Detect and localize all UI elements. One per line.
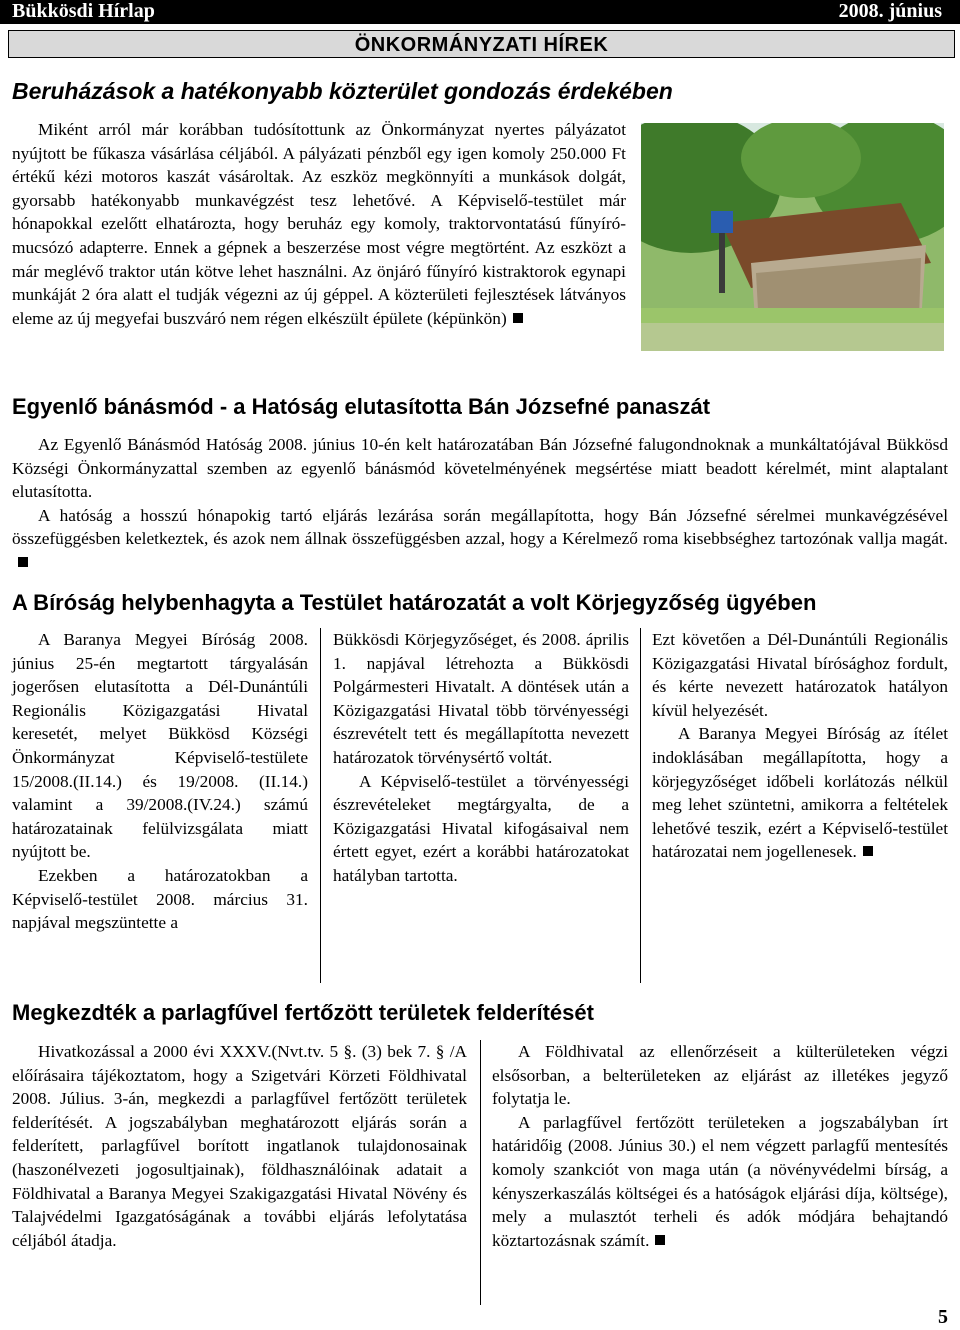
article4-column-1 <box>12 1040 467 1252</box>
article3-col3-paragraph-1: Ezt követően a Dél-Dunántúli Regionális Közigazgatási Hivatal bírósághoz fordult, és kérte nevezett határozatok hatályon kívül helyezését. <box>652 630 948 720</box>
publication-name: Bükkösdi Hírlap <box>12 0 155 22</box>
section-title: ÖNKORMÁNYZATI HÍREK <box>354 34 609 56</box>
column-divider <box>640 628 641 983</box>
article4-col1-paragraph-1: Hivatkozással a 2000 évi XXXV.(Nvt.tv. 5 §. (3) bek 7. § /A előírásaira tájékoztatom, hogy a Szigetvári Körzeti Földhivatal 2008. Július. 3-án, megkezdi a parlagfűvel fertőzött területek felderítését. A jogszabályban meghatározott eljárás során a felderített, parlagfűvel borított ingatlanok tulajdonosainak (haszonélvezeti jogosultjainak), földhasználóinak adatait a Földhivatal a Baranya Megyei Szakigazgatási Hivatal Növény és Talajvédelmi Igazgatóságának a további eljárás lefolytatása céljából átadja. <box>12 1042 467 1250</box>
article4-col2-paragraph-1: A Földhivatal az ellenőrzéseit a külterületeken végzi elsősorban, a belterületeken az eljárást az illetékes jegyző folytatja le. <box>492 1042 948 1109</box>
article3-col2-paragraph-1: Bükkösdi Körjegyzőséget, és 2008. április 1. napjával létrehozta a Bükkösdi Polgármesteri Hivatalt. A döntések után a Közigazgatási Hivatal több törvényességi észrevételt tett és megállapította nevezett határozatok törvénysértő voltát. <box>333 630 629 767</box>
article3-col2-paragraph-2: A Képviselő-testület a törvényességi észrevételeket megtárgyalta, de a Közigazgatási Hivatal kifogásaival nem értett egyet, ezért a korábbi határozatokat hatályban tartotta. <box>333 771 629 885</box>
article3-column-1 <box>12 628 308 935</box>
article3-title: A Bíróság helybenhagyta a Testület határozatát a volt Körjegyzőség ügyében <box>12 590 817 615</box>
page-number: 5 <box>938 1306 948 1328</box>
article4-title: Megkezdték a parlagfűvel fertőzött területek felderítését <box>12 1000 594 1025</box>
article1-text: Miként arról már korábban tudósítottunk az Önkormányzat nyertes pályázatot nyújtott be fűkasza vásárlása céljából. A pályázati pénzből egy igen komoly 250.000 Ft értékű kézi motoros kaszát vásároltak. Az eszköz megkönnyíti a munkások dolgát, gyorsabb hatékonyabb munkavégzést tesz lehetővé. A Képviselő-testület már hónapokkal ezelőtt elhatározta, hogy beruház egy komoly, traktorvontatású fűnyíró-mucsózó adapterre. Ennek a gépnek a beszerzése most végre megtörtént. Az eszközt a már meglévő traktor után kötve lehet használni. Az önjáró fűnyíró kistraktorok egynapi munkáját 2 óra alatt el tudják végezni az új géppel. A közterületi fejlesztések látványos eleme az új megyefai buszváró nem régen elkészült épülete (képünkön) <box>12 120 626 328</box>
column-divider <box>480 1040 481 1305</box>
article2-body <box>12 433 948 575</box>
article1-title: Beruházások a hatékonyabb közterület gondozás érdekében <box>12 78 673 104</box>
end-mark-icon <box>655 1235 665 1245</box>
bus-shelter-photo <box>641 123 944 351</box>
page-header <box>0 0 960 24</box>
article2-paragraph-2: A hatóság a hosszú hónapokig tartó eljárás lezárása során megállapította, hogy Bán Józsefné sérelmei munkavégzésével összefüggésben keletkeztek, és azok nem állnak összefüggésben azzal, hogy a Kérelmező roma kisebbséghez tartozónak vallja magát. <box>12 505 948 549</box>
article4-column-2 <box>492 1040 948 1252</box>
article4-col2-paragraph-2: A parlagfűvel fertőzött területeken a jogszabályban írt határidőig (2008. Június 30.) el nem végzett parlagfű mentesítés komoly szankciót von maga után (a növényvédelmi bírság, a kényszerkaszálás költségei és a hatóságok eljárási díja, költsége), mely a mulasztót terheli és adók módjára behajtandó köztartozásnak számít. <box>492 1112 948 1250</box>
article3-col3-paragraph-2: A Baranya Megyei Bíróság az ítélet indoklásában megállapította, hogy a körjegyzőséget időbeli korlátozás nélkül meg lehet szüntetni, amikorra a feltételek lehetővé teszik, ezért a Képviselő-testület határozatai nem jogellenesek. <box>652 724 948 862</box>
end-mark-icon <box>863 846 873 856</box>
column-divider <box>320 628 321 983</box>
article3-col1-paragraph-2: Ezekben a határozatokban a Képviselő-testület 2008. március 31. napjával megszüntette a <box>12 865 308 933</box>
section-banner <box>8 30 955 58</box>
end-mark-icon <box>513 313 523 323</box>
article1-body <box>12 118 626 330</box>
issue-date: 2008. június <box>838 0 942 22</box>
article3-col1-paragraph-1: A Baranya Megyei Bíróság 2008. június 25-én megtartott tárgyalásán jogerősen elutasította a Dél-Dunántúli Regionális Közigazgatási Hivatal keresetét, melyet Bükkösd Községi Önkormányzat Képviselő-testülete 15/2008.(II.14.) és 19/2008. (II.14.) valamint a 39/2008.(IV.24.) számú határozatainak felülvizsgálata miatt nyújtott be. <box>12 630 308 862</box>
article3-column-2 <box>333 628 629 888</box>
article2-title: Egyenlő bánásmód - a Hatóság elutasította Bán Józsefné panaszát <box>12 394 711 419</box>
article3-column-3 <box>652 628 948 864</box>
end-mark-icon <box>18 557 28 567</box>
article2-paragraph-1: Az Egyenlő Bánásmód Hatóság 2008. június 10-én kelt határozatában Bán Józsefné falugondnoknak a munkáltatójával Bükkösd Községi Önkormányzattal szemben az egyenlő bánásmód követelményének megsértése miatt beadott kérelmét, mint alaptalant elutasította. <box>12 435 948 502</box>
